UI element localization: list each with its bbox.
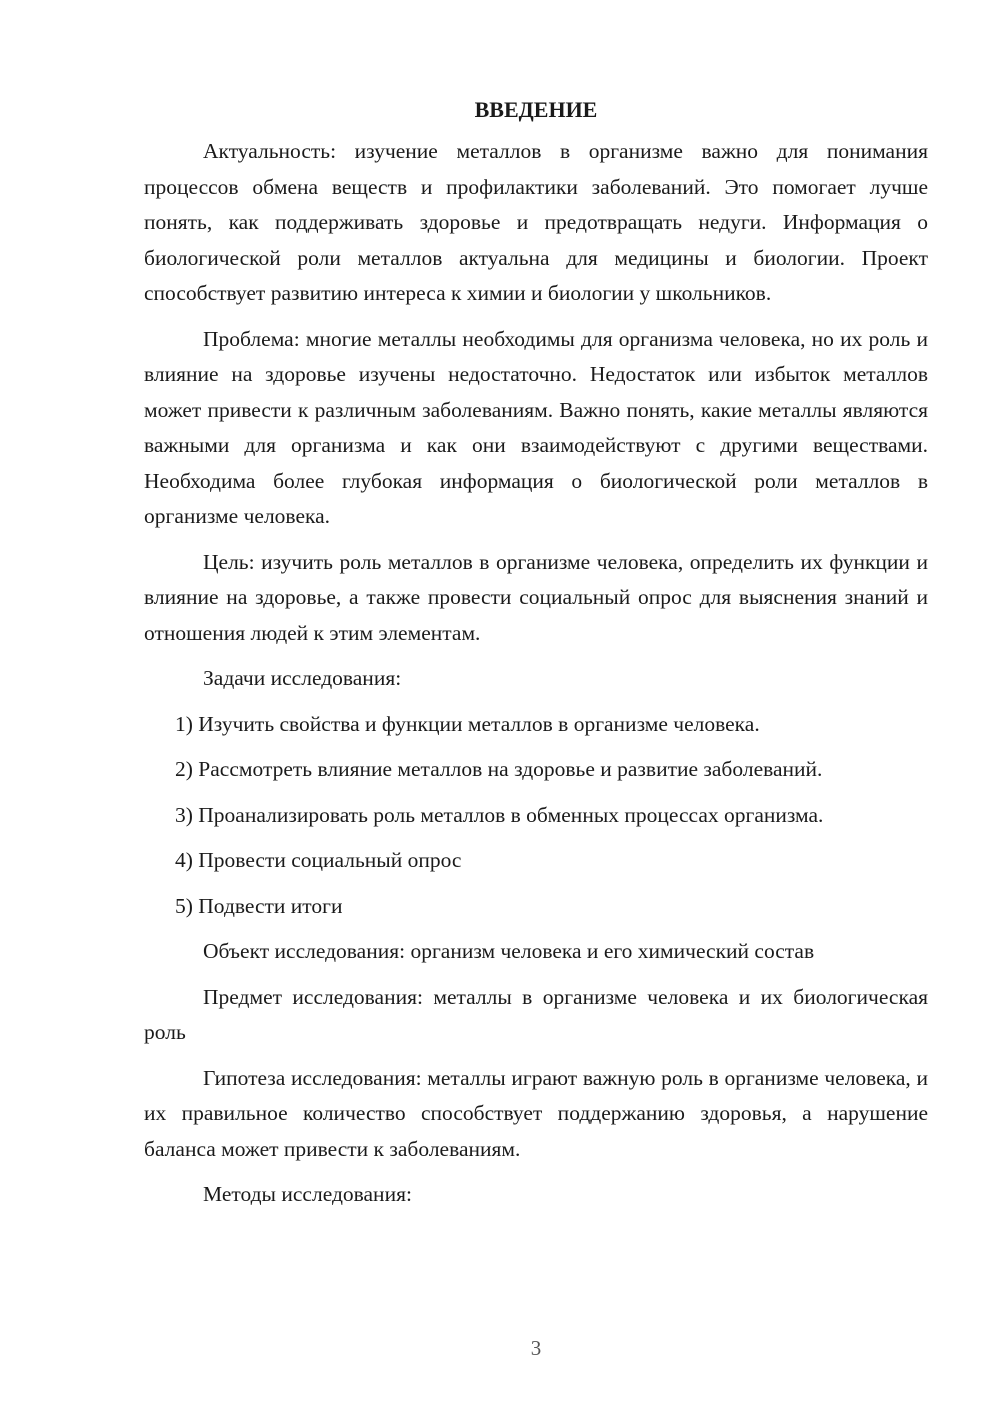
section-title: ВВЕДЕНИЕ: [474, 97, 598, 122]
task-item-5: 5) Подвести итоги: [175, 893, 343, 918]
methods-heading: Методы исследования:: [203, 1182, 412, 1206]
task-item-2: 2) Рассмотреть влияние металлов на здоровье и развитие заболеваний.: [175, 757, 823, 781]
tasks-heading: Задачи исследования:: [203, 666, 402, 690]
task-item-1: 1) Изучить свойства и функции металлов в организме человека.: [175, 711, 760, 736]
paragraph-object: Объект исследования: организм человека и его химический состав: [203, 939, 815, 963]
paragraph-problem: Проблема: многие металлы необходимы для организма человека, но их роль и влияние на здоровье изучены недостаточно. Недостаток или избыток металлов может привести к различным заболеваниям. Важно понять, какие металлы являются важными для организма и как они взаимодействуют с другими веществами. Необходима более глубокая информация о биологической роли металлов в организме человека.: [144, 326, 928, 528]
paragraph-subject: Предмет исследования: металлы в организме человека и их биологическая роль: [144, 984, 928, 1044]
task-item-3: 3) Проанализировать роль металлов в обменных процессах организма.: [175, 802, 824, 827]
task-item-4: 4) Провести социальный опрос: [175, 848, 462, 872]
paragraph-hypothesis: Гипотеза исследования: металлы играют важную роль в организме человека, и их правильное количество способствует поддержанию здоровья, а нарушение баланса может привести к заболеваниям.: [144, 1065, 928, 1161]
page-number: 3: [530, 1336, 542, 1360]
paragraph-relevance: Актуальность: изучение металлов в организме важно для понимания процессов обмена веществ и профилактики заболеваний. Это помогает лучше понять, как поддерживать здоровье и предотвращать недуги. Информация о биологической роли металлов актуальна для медицины и биологии. Проект способствует развитию интереса к химии и биологии у школьников.: [144, 139, 928, 305]
document-page: [144, 92, 928, 1223]
paragraph-goal: Цель: изучить роль металлов в организме человека, определить их функции и влияние на здоровье, а также провести социальный опрос для выяснения знаний и отношения людей к этим элементам.: [144, 549, 928, 645]
